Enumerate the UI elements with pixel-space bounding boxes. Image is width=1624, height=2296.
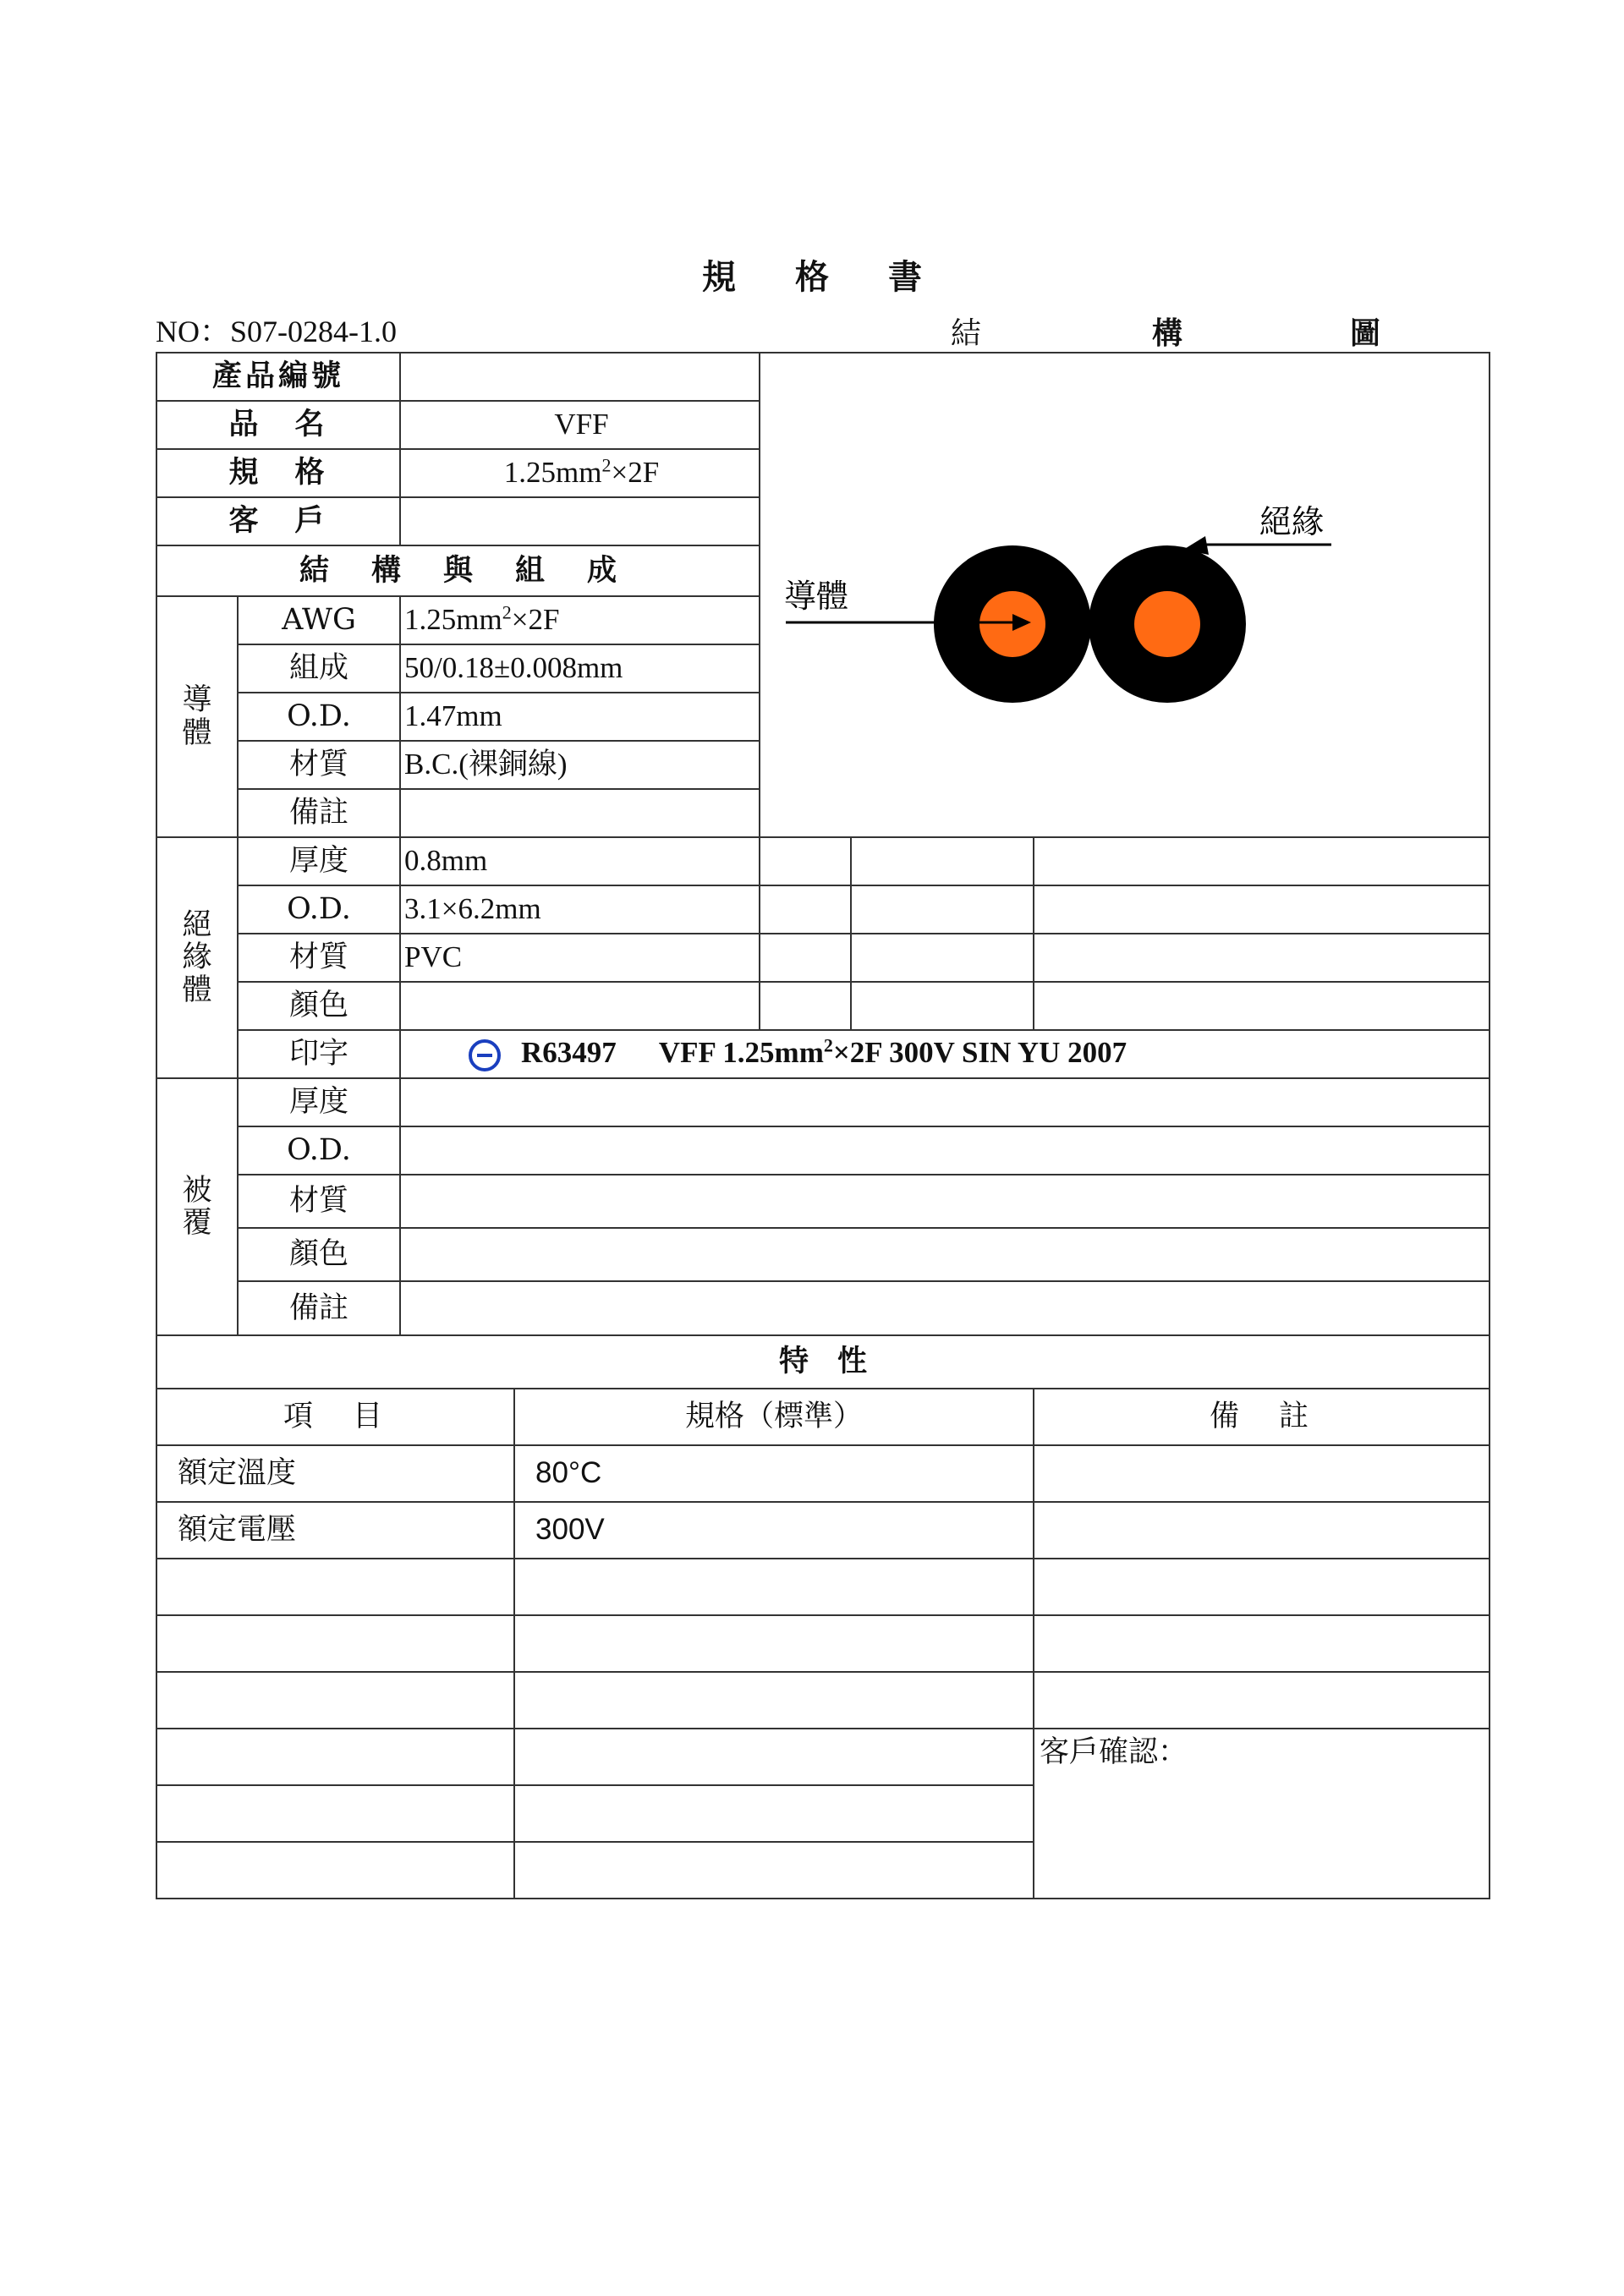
property-item: 額定溫度 [156, 1445, 514, 1502]
marking-text-base: VFF 1.25mm [658, 1036, 824, 1070]
diagram-title-char-1: 結 [951, 316, 982, 351]
spec-value-superscript: 2 [601, 454, 612, 476]
product-spec-label: 規 格 [156, 449, 400, 497]
properties-heading: 特性 [156, 1335, 1490, 1389]
customer-value [400, 497, 760, 545]
blank-cell [1034, 1559, 1490, 1615]
property-item: 額定電壓 [156, 1502, 514, 1559]
sheath-group-label: 被 覆 [156, 1078, 238, 1335]
property-note [1034, 1502, 1490, 1559]
column-header-spec: 規格（標準） [514, 1389, 1034, 1445]
awg-value-base: 1.25mm [404, 603, 502, 637]
spec-value-base: 1.25mm [503, 456, 602, 490]
product-spec-value [400, 449, 760, 497]
conductor-composition-value: 50/0.18±0.008mm [400, 644, 760, 693]
cable-cross-section [760, 353, 1420, 827]
blank-cell [1034, 837, 1490, 885]
blank-cell [760, 837, 851, 885]
certification-mark-icon [469, 1039, 501, 1071]
conductor-group-label: 導 體 [156, 596, 238, 837]
blank-cell [1034, 885, 1490, 934]
blank-cell [514, 1785, 1034, 1842]
insulation-group-label: 絕 緣 體 [156, 837, 238, 1078]
blank-cell [760, 934, 851, 982]
sheath-color-value [400, 1228, 1490, 1281]
diagram-title-char-2: 構 [1152, 315, 1183, 351]
blank-cell [156, 1729, 514, 1785]
insulation-color-value [400, 982, 760, 1030]
customer-label: 客 戶 [156, 497, 400, 545]
insulation-thickness-value: 0.8mm [400, 837, 760, 885]
sheath-material-label: 材質 [238, 1175, 400, 1228]
blank-cell [514, 1559, 1034, 1615]
blank-cell [1034, 1615, 1490, 1672]
blank-cell [1034, 934, 1490, 982]
blank-cell [514, 1672, 1034, 1729]
blank-cell [514, 1842, 1034, 1899]
insulation-label: 絕緣 [1259, 503, 1325, 540]
conductor-remarks-value [400, 789, 760, 837]
column-header-item: 項 目 [156, 1389, 514, 1445]
product-name-label: 品 名 [156, 401, 400, 449]
blank-cell [514, 1729, 1034, 1785]
blank-cell [1034, 1672, 1490, 1729]
document-title: 規格書 [702, 257, 981, 297]
blank-cell [156, 1559, 514, 1615]
blank-cell [851, 885, 1034, 934]
marking-code: R63497 [521, 1036, 617, 1070]
sheath-od-value [400, 1126, 1490, 1175]
sheath-color-label: 顏色 [238, 1228, 400, 1281]
insulation-color-label: 顏色 [238, 982, 400, 1030]
insulation-thickness-label: 厚度 [238, 837, 400, 885]
blank-cell [156, 1615, 514, 1672]
conductor-awg-label: AWG [238, 596, 400, 644]
blank-cell [514, 1615, 1034, 1672]
insulation-od-value: 3.1×6.2mm [400, 885, 760, 934]
product-code-value [400, 353, 760, 401]
document-number: NO：S07-0284-1.0 [156, 315, 397, 348]
conductor-material-value: B.C.(裸銅線) [400, 741, 760, 789]
insulation-od-label: O.D. [238, 885, 400, 934]
insulation-marking-value [400, 1030, 1490, 1078]
conductor-composition-label: 組成 [238, 644, 400, 693]
specification-table [156, 352, 1490, 1899]
conductor-od-value: 1.47mm [400, 693, 760, 741]
structure-diagram [760, 353, 1490, 837]
blank-cell [851, 837, 1034, 885]
structure-heading: 結構與組成 [156, 545, 760, 596]
conductor-od-label: O.D. [238, 693, 400, 741]
property-spec: 300V [514, 1502, 1034, 1559]
sheath-thickness-label: 厚度 [238, 1078, 400, 1126]
diagram-title-char-3: 圖 [1350, 315, 1381, 351]
blank-cell [760, 982, 851, 1030]
blank-cell [851, 982, 1034, 1030]
conductor-awg-value [400, 596, 760, 644]
sheath-remarks-value [400, 1281, 1490, 1335]
product-code-label: 產品編號 [156, 353, 400, 401]
sheath-remarks-label: 備註 [238, 1281, 400, 1335]
awg-value-tail: ×2F [511, 603, 560, 637]
blank-cell [156, 1672, 514, 1729]
column-header-remarks: 備 註 [1034, 1389, 1490, 1445]
blank-cell [760, 885, 851, 934]
blank-cell [156, 1842, 514, 1899]
insulation-material-label: 材質 [238, 934, 400, 982]
awg-value-superscript: 2 [502, 601, 512, 623]
conductor-remarks-label: 備註 [238, 789, 400, 837]
marking-text-superscript: 2 [823, 1034, 833, 1056]
sheath-thickness-value [400, 1078, 1490, 1126]
marking-text-tail: ×2F 300V SIN YU 2007 [832, 1036, 1127, 1070]
spec-value-tail: ×2F [611, 456, 660, 490]
conductor-material-label: 材質 [238, 741, 400, 789]
blank-cell [851, 934, 1034, 982]
property-spec: 80°C [514, 1445, 1034, 1502]
customer-confirmation: 客戶確認： [1034, 1729, 1490, 1899]
blank-cell [156, 1785, 514, 1842]
insulation-material-value: PVC [400, 934, 760, 982]
conductor-circle-right [1134, 591, 1200, 657]
insulation-marking-label: 印字 [238, 1030, 400, 1078]
conductor-label: 導體 [784, 578, 849, 615]
sheath-material-value [400, 1175, 1490, 1228]
blank-cell [1034, 982, 1490, 1030]
sheath-od-label: O.D. [238, 1126, 400, 1175]
property-note [1034, 1445, 1490, 1502]
product-name-value: VFF [400, 401, 760, 449]
